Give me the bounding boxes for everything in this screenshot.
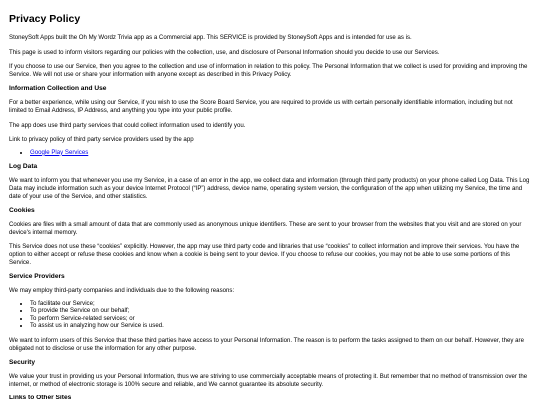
providers-paragraph: We want to inform users of this Service that these third parties have access to your Personal Information. The reason is to perform the tasks assigned to them on our behalf. However, they are obligated not to disclose or use the information for any other purpose. xyxy=(9,337,524,352)
intro-paragraph: StoneySoft Apps built the Oh My Wordz Trivia app as a Commercial app. This SERVICE is provided by StoneySoft Apps and is intended for use as is. xyxy=(9,34,412,41)
section-heading-log-data: Log Data xyxy=(9,163,38,171)
list-item xyxy=(30,149,531,157)
collection-paragraph: Link to privacy policy of third party service providers used by the app xyxy=(9,136,194,144)
cookies-paragraph: This Service does not use these “cookies” explicitly. However, the app may use third party code and libraries that use “cookies” to collect information and improve their services. You have the option to either accept or refuse these cookies and know when a cookie is being sent to your device. If you choose to refuse our cookies, you may not be able to use some portions of this Service. xyxy=(9,243,520,266)
security-paragraph: We value your trust in providing us your Personal Information, thus we are striving to use commercially acceptable means of protecting it. But remember that no method of transmission over the internet, or method of electronic storage is 100% secure and reliable, and We cannot guarantee its absolute security. xyxy=(9,373,528,388)
collection-paragraph: For a better experience, while using our Service, if you wish to use the Score Board Service, you are required to provide us with certain personally identifiable information, including but not limited to Email Address, IP Address, and anything you type into your public profile. xyxy=(9,99,513,114)
log-data-paragraph: We want to inform you that whenever you use my Service, in a case of an error in the app, we collect data and information (through third party products) on your phone called Log Data. This Log Data may include information such as your device Internet Protocol (“IP”) address, device name, operating system version, the configuration of the app when utilizing my Service, the time and date of your use of the Service, and other statistics. xyxy=(9,177,530,200)
list-item: • To provide the Service on our behalf; xyxy=(30,307,531,315)
section-heading-collection: Information Collection and Use xyxy=(9,85,107,93)
section-heading-cookies: Cookies xyxy=(9,207,35,215)
cookies-paragraph: Cookies are files with a small amount of data that are commonly used as anonymous unique identifiers. These are sent to your browser from the websites that you visit and are stored on your device's internal memory. xyxy=(9,221,522,236)
page-title: Privacy Policy xyxy=(9,13,81,25)
section-heading-security: Security xyxy=(9,359,36,367)
google-play-services-link[interactable]: Google Play Services xyxy=(30,148,89,156)
list-item: • To facilitate our Service; xyxy=(30,300,531,308)
section-heading-links: Links to Other Sites xyxy=(9,395,72,400)
providers-paragraph: We may employ third-party companies and individuals due to the following reasons: xyxy=(9,287,235,295)
providers-reasons-list xyxy=(9,300,531,330)
intro-paragraph: If you choose to use our Service, then you agree to the collection and use of information in relation to this policy. The Personal Information that we collect is used for providing and improving the Service. We will not use or share your information with anyone except as described in this Privacy Policy. xyxy=(9,63,528,78)
list-item: • To perform Service-related services; or xyxy=(30,315,531,323)
third-party-links-list xyxy=(9,149,531,157)
intro-paragraph: This page is used to inform visitors regarding our policies with the collection, use, and disclosure of Personal Information should you decide to use our Services. xyxy=(9,48,440,56)
section-heading-service-providers: Service Providers xyxy=(9,273,65,281)
list-item: • To assist us in analyzing how our Service is used. xyxy=(30,322,531,330)
collection-paragraph: The app does use third party services that could collect information used to identify you. xyxy=(9,121,246,129)
